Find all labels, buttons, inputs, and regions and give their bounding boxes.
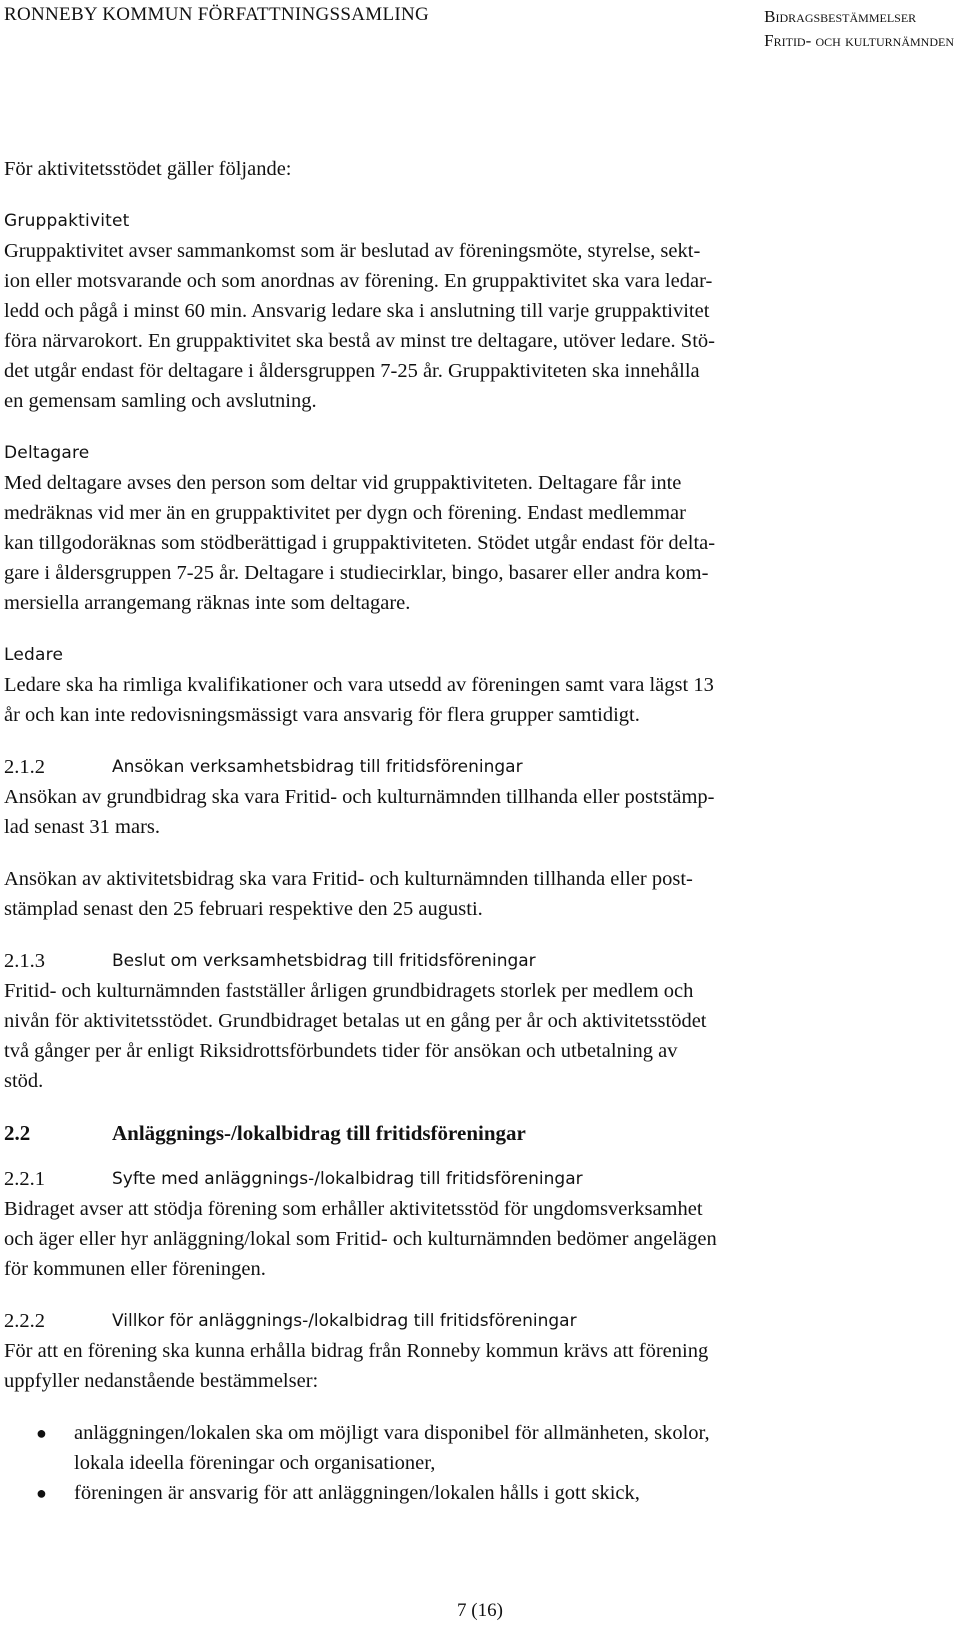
line: Med deltagare avses den person som deltar vid gruppaktiviteten. Deltagare får inte [4, 472, 682, 494]
line: lokala ideella föreningar och organisationer, [74, 1452, 436, 1474]
header-municipality: RONNEBY KOMMUN FÖRFATTNINGSSAMLING [4, 4, 430, 25]
line: lad senast 31 mars. [4, 816, 160, 838]
line: år och kan inte redovisningsmässigt vara ansvarig för flera grupper samtidigt. [4, 704, 640, 726]
line: nivån för aktivitetsstödet. Grundbidraget betalas ut en gång per år och aktivitetsstödet [4, 1010, 707, 1032]
section-title: Syfte med anläggnings-/lokalbidrag till fritidsföreningar [112, 1169, 583, 1189]
line: stöd. [4, 1070, 44, 1092]
line: Fritid- och kulturnämnden fastställer årligen grundbidragets storlek per medlem och [4, 980, 694, 1002]
section-number: 2.2.2 [4, 1310, 45, 1332]
document-body [4, 154, 904, 1508]
line: föra närvarokort. En gruppaktivitet ska bestå av minst tre deltagare, utöver ledare. Stö- [4, 330, 715, 352]
line: stämplad senast den 25 februari respektive den 25 augusti. [4, 898, 483, 920]
line: För att en förening ska kunna erhålla bidrag från Ronneby kommun krävs att förening [4, 1340, 709, 1362]
section-number: 2.2 [4, 1121, 31, 1145]
line: Bidraget avser att stödja förening som erhåller aktivitetsstöd för ungdomsverksamhet [4, 1198, 703, 1220]
list-item [4, 1418, 904, 1478]
section-title: Beslut om verksamhetsbidrag till fritidsföreningar [112, 951, 536, 971]
line: gare i åldersgruppen 7-25 år. Deltagare i studiecirklar, bingo, basarer eller andra kom- [4, 562, 709, 584]
line: en gemensam samling och avslutning. [4, 390, 317, 412]
section-title: Villkor för anläggnings-/lokalbidrag till fritidsföreningar [112, 1311, 577, 1331]
section-2-1-3-heading [4, 946, 904, 976]
line: för kommunen eller föreningen. [4, 1258, 266, 1280]
section-number: 2.1.2 [4, 756, 45, 778]
line: ledd och pågå i minst 60 min. Ansvarig ledare ska i anslutning till varje gruppaktivitet [4, 300, 710, 322]
header-committee: Fritid- och kulturnämnden [764, 31, 954, 50]
section-2-2-heading [4, 1118, 904, 1148]
heading-ledare: Ledare [4, 645, 64, 665]
section-title: Anläggnings-/lokalbidrag till fritidsföreningar [112, 1121, 526, 1145]
line: anläggningen/lokalen ska om möjligt vara disponibel för allmänheten, skolor, [74, 1422, 710, 1444]
line: medräknas vid mer än en gruppaktivitet per dygn och förening. Endast medlemmar [4, 502, 686, 524]
section-number: 2.1.3 [4, 950, 45, 972]
heading-gruppaktivitet: Gruppaktivitet [4, 211, 130, 231]
intro-text: För aktivitetsstödet gäller följande: [4, 158, 292, 180]
line: två gånger per år enligt Riksidrottsförbundets tider för ansökan och utbetalning av [4, 1040, 678, 1062]
section-number: 2.2.1 [4, 1168, 45, 1190]
line: Ledare ska ha rimliga kvalifikationer och vara utsedd av föreningen samt vara lägst 13 [4, 674, 714, 696]
line: Ansökan av grundbidrag ska vara Fritid- och kulturnämnden tillhanda eller poststämp- [4, 786, 715, 808]
bullet-list [4, 1418, 904, 1508]
line: föreningen är ansvarig för att anläggningen/lokalen hålls i gott skick, [74, 1482, 640, 1504]
heading-deltagare: Deltagare [4, 443, 90, 463]
line: uppfyller nedanstående bestämmelser: [4, 1370, 319, 1392]
list-item [4, 1478, 904, 1508]
line: Ansökan av aktivitetsbidrag ska vara Fritid- och kulturnämnden tillhanda eller post- [4, 868, 693, 890]
bullet-icon: ● [36, 1423, 47, 1443]
line: Gruppaktivitet avser sammankomst som är beslutad av föreningsmöte, styrelse, sekt- [4, 240, 701, 262]
line: ion eller motsvarande och som anordnas av förening. En gruppaktivitet ska vara ledar- [4, 270, 713, 292]
line: mersiella arrangemang räknas inte som deltagare. [4, 592, 411, 614]
section-title: Ansökan verksamhetsbidrag till fritidsföreningar [112, 757, 523, 777]
line: kan tillgodoräknas som stödberättigad i gruppaktiviteten. Stödet utgår endast för delta- [4, 532, 716, 554]
header-doc-title: Bidragsbestämmelser [764, 7, 917, 26]
section-2-1-2-heading [4, 752, 904, 782]
line: det utgår endast för deltagare i åldersgruppen 7-25 år. Gruppaktiviteten ska innehålla [4, 360, 700, 382]
page-number: 7 (16) [457, 1600, 503, 1621]
line: och äger eller hyr anläggning/lokal som Fritid- och kulturnämnden bedömer angelägen [4, 1228, 717, 1250]
section-2-2-1-heading [4, 1164, 904, 1194]
bullet-icon: ● [36, 1483, 47, 1503]
header-right [764, 5, 954, 53]
section-2-2-2-heading [4, 1306, 904, 1336]
